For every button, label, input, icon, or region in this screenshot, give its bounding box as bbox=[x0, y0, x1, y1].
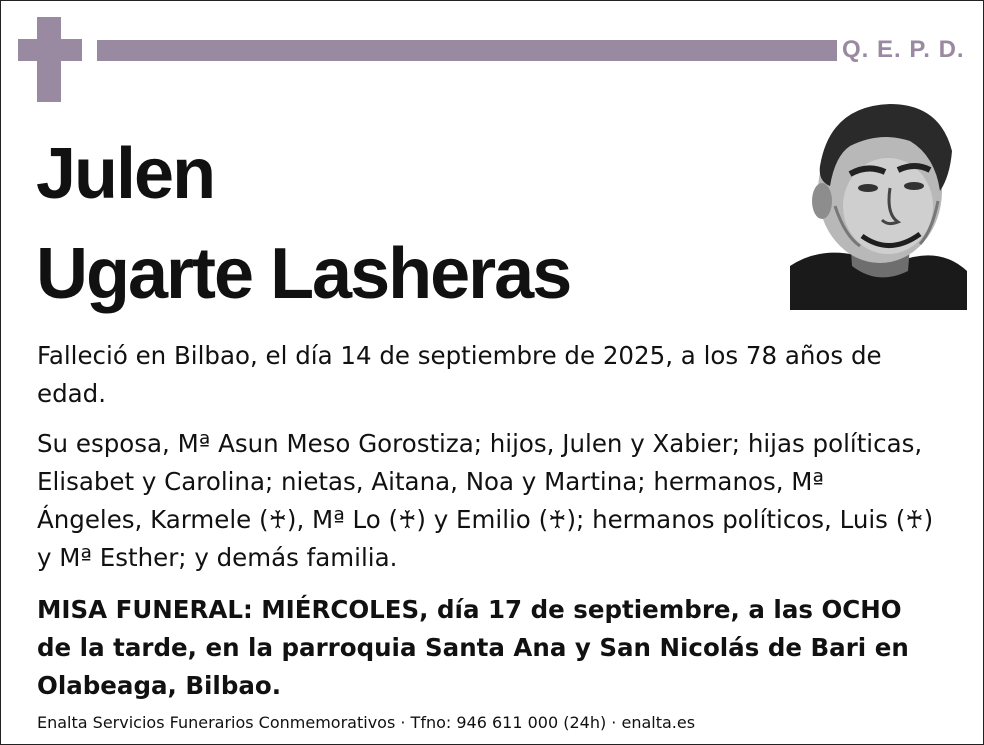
deceased-surnames: Ugarte Lasheras bbox=[36, 234, 571, 314]
qepd-label: Q. E. P. D. bbox=[842, 36, 965, 63]
header-rule bbox=[97, 40, 837, 61]
deceased-first-name: Julen bbox=[36, 134, 215, 214]
funeral-mass-text: MISA FUNERAL: MIÉRCOLES, día 17 de septiembre, a las OCHO de la tarde, en la parroquia Santa Ana y San Nicolás de Bari en Olabeaga, Bilbao. bbox=[37, 595, 909, 700]
portrait-illustration bbox=[790, 96, 967, 310]
portrait-photo bbox=[790, 96, 967, 310]
cross-icon bbox=[18, 17, 82, 102]
funeral-home-footer: Enalta Servicios Funerarios Conmemorativos · Tfno: 946 611 000 (24h) · enalta.es bbox=[37, 713, 696, 732]
death-notice-text: Falleció en Bilbao, el día 14 de septiembre de 2025, a los 78 años de edad. bbox=[37, 341, 882, 408]
cross-horizontal-bar bbox=[18, 39, 82, 61]
family-text: Su esposa, Mª Asun Meso Gorostiza; hijos, Julen y Xabier; hijas políticas, Elisabet y Carolina; nietas, Aitana, Noa y Martina; hermanos, Mª Ángeles, Karmele (♰), Mª Lo (♰) y Emilio (♰); hermanos políticos, Luis (♰) y Mª Esther; y demás familia. bbox=[37, 429, 934, 572]
